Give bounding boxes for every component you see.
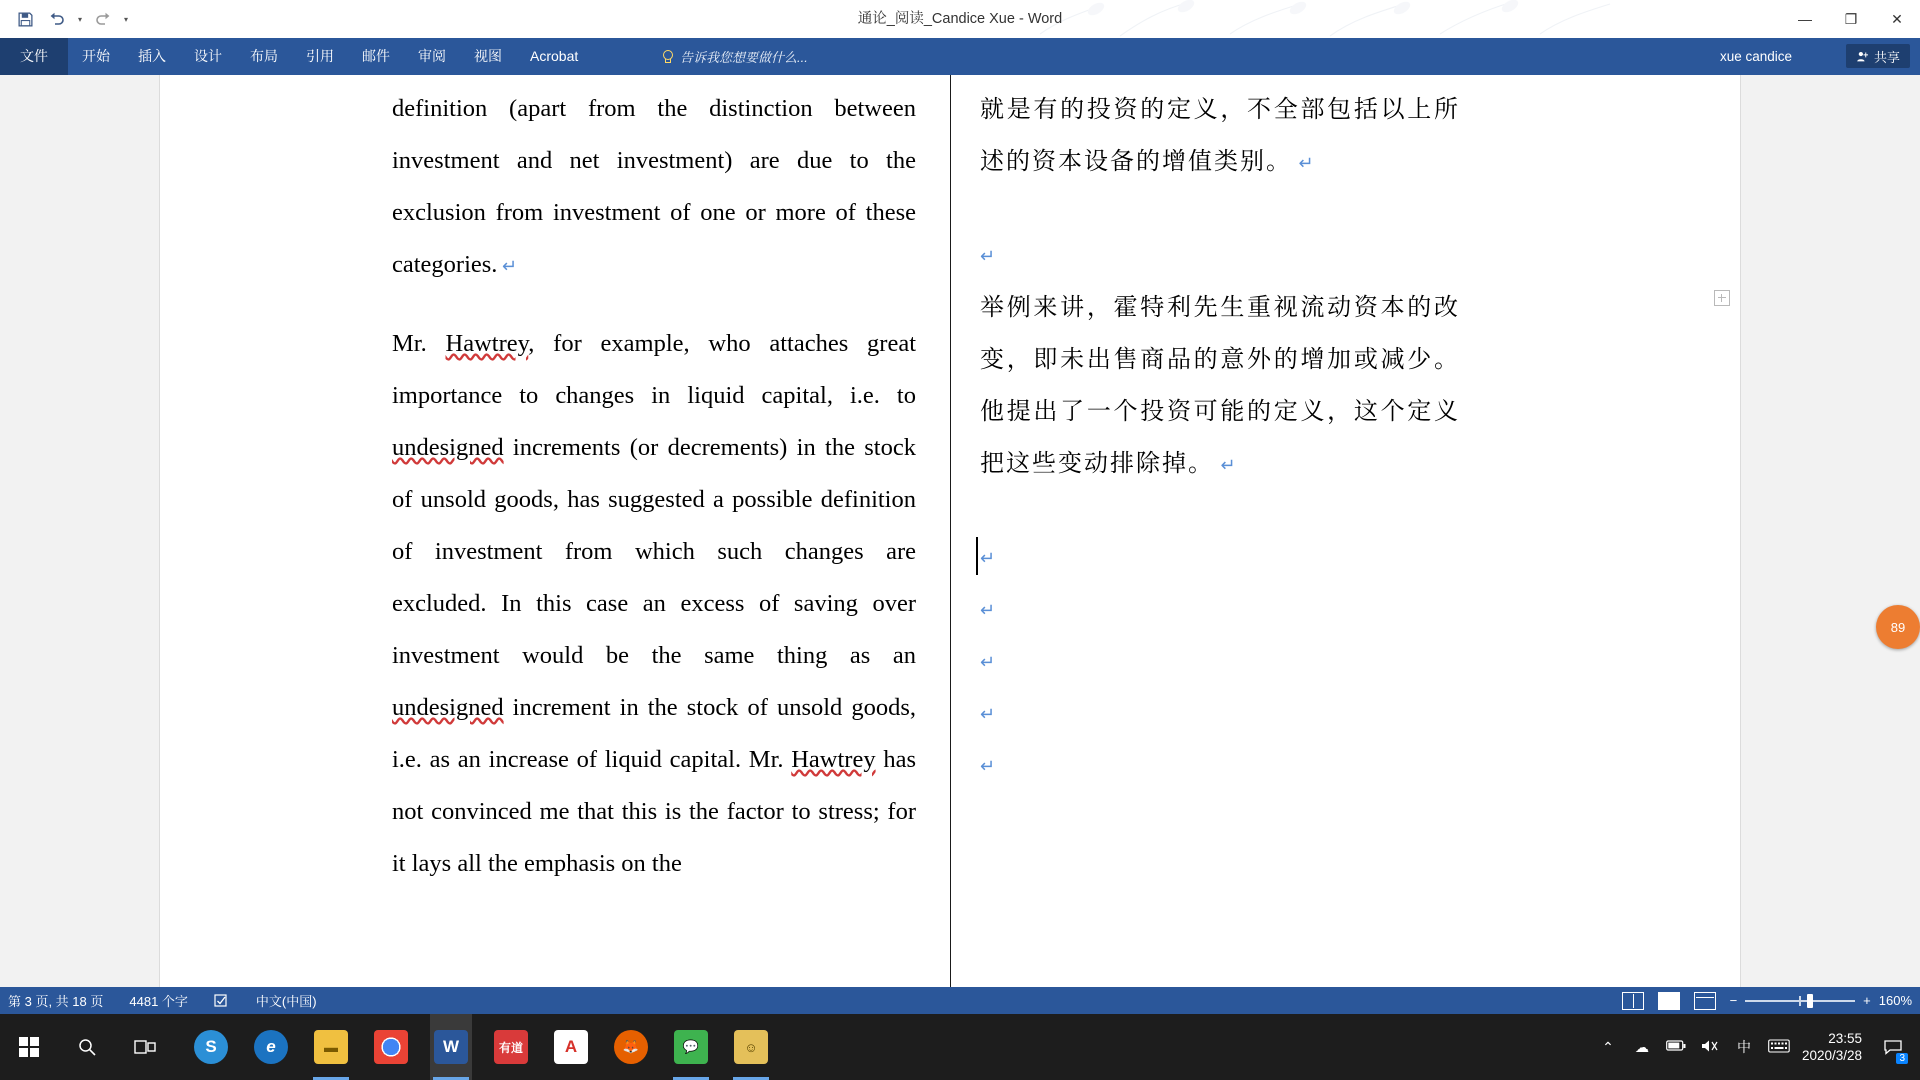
clock[interactable] [1802,1030,1862,1064]
battery-icon[interactable] [1666,1039,1686,1055]
wechat-icon: 💬 [674,1030,708,1064]
tab-view[interactable]: 视图 [474,48,502,64]
page-indicator[interactable]: 第 3 页, 共 18 页 [8,994,104,1009]
app-chrome[interactable] [370,1014,412,1080]
youdao-icon: 有道 [494,1030,528,1064]
file-explorer-icon: ▬ [314,1030,348,1064]
tab-references[interactable]: 引用 [306,48,334,64]
account-name[interactable]: xue candice [1719,49,1792,64]
tab-insert[interactable]: 插入 [138,48,166,64]
chrome-icon [374,1030,408,1064]
app-acrobat[interactable] [550,1014,592,1080]
empty-paragraph-2: ↵ [980,600,996,620]
zoom-control[interactable] [1730,993,1912,1008]
customize-qat-icon[interactable]: ▾ [124,14,129,24]
tab-mailings[interactable]: 邮件 [362,48,390,64]
tab-design[interactable]: 设计 [194,48,222,64]
tell-me-search[interactable] [660,38,808,75]
notification-count: 3 [1896,1053,1908,1064]
close-button[interactable]: ✕ [1891,10,1903,27]
minimize-button[interactable]: — [1798,11,1812,27]
app-word[interactable] [430,1014,472,1080]
left-text-column[interactable] [392,83,952,890]
system-tray [1598,1014,1920,1080]
action-center-icon[interactable] [1876,1014,1910,1080]
zoom-in-button[interactable]: + [1863,993,1871,1008]
empty-paragraph-caret[interactable]: ↵ [980,531,1460,583]
page-position-badge: 89 [1876,605,1920,649]
lightbulb-icon [660,50,674,64]
proofing-icon[interactable] [214,993,230,1008]
paragraph-cn-1: 就是有的投资的定义，不全部包括以上所述的资本设备的增值类别。 ↵ [980,95,1460,175]
edge-icon: e [254,1030,288,1064]
word-icon: W [434,1030,468,1064]
ime-icon[interactable]: 中 [1736,1039,1751,1055]
paragraph-en-1: definition (apart from the distinction between investment and net investment) are due to the exclusion from investment of one or more of these categories. ↵ [392,95,916,278]
read-mode-view-button[interactable] [1622,992,1644,1010]
app-cortana[interactable] [190,1014,232,1080]
tab-file[interactable]: 文件 [0,38,68,75]
right-text-column[interactable] [980,83,1460,791]
expand-collapse-icon[interactable] [1714,290,1730,306]
right-rail [1902,75,1920,1001]
acrobat-icon: A [554,1030,588,1064]
taskbar-apps [190,1014,772,1080]
zoom-out-button[interactable]: − [1729,993,1738,1008]
paragraph-mark-cn-1: ↵ [1292,153,1316,173]
app-edge[interactable] [250,1014,292,1080]
empty-paragraph-1: ↵ [980,246,996,266]
document-canvas[interactable] [0,75,1920,1001]
undo-dropdown-icon[interactable]: ▾ [78,14,83,24]
app-other[interactable] [730,1014,772,1080]
share-button[interactable] [1846,44,1910,68]
text-cursor [976,537,978,575]
zoom-slider-thumb[interactable] [1807,994,1813,1008]
task-view-icon[interactable] [116,1014,174,1080]
tab-acrobat[interactable]: Acrobat [530,48,579,64]
app-firefox[interactable] [610,1014,652,1080]
tell-me-placeholder: 告诉我您想要做什么... [680,50,808,65]
restore-button[interactable]: ❐ [1844,10,1858,27]
keyboard-icon[interactable] [1768,1039,1788,1056]
tab-home[interactable]: 开始 [82,48,110,64]
language-indicator[interactable]: 中文(中国) [255,994,317,1009]
cortana-icon: S [194,1030,228,1064]
paragraph-mark: ↵ [497,256,518,276]
empty-paragraph-5: ↵ [980,756,996,776]
tab-review[interactable]: 审阅 [418,48,446,64]
volume-icon[interactable] [1700,1039,1720,1056]
app-youdao[interactable] [490,1014,532,1080]
tab-layout[interactable]: 布局 [250,48,278,64]
share-label: 共享 [1873,49,1900,65]
window-title: 通论_阅读_Candice Xue - Word [857,11,1063,27]
onedrive-icon[interactable]: ☁ [1634,1038,1649,1055]
paragraph-en-2: Mr. Hawtrey, for example, who attaches great importance to changes in liquid capital, i.e. to undesigned increments (or decrements) in the stock of unsold goods, has suggested a possible definition of investment from which such changes are excluded. In this case an excess of saving over investment would be the same thing as an undesigned increment in the stock of unsold goods, i.e. as an increase of liquid capital. Mr. Hawtrey has not convinced me that this is the factor to stress; for it lays all the emphasis on the [392,330,917,877]
word-count[interactable]: 4481 个字 [129,994,188,1009]
clock-date: 2020/3/28 [1801,1048,1862,1063]
zoom-slider[interactable] [1745,994,1855,1008]
status-bar-left [8,987,317,1014]
empty-paragraph-3: ↵ [980,652,996,672]
title-bar [0,0,1920,39]
ribbon-tabs [0,38,592,75]
empty-paragraph-4: ↵ [980,704,996,724]
status-bar [0,987,1920,1014]
start-button[interactable] [0,1014,58,1080]
taskbar-left [0,1014,772,1080]
ribbon-tab-strip [0,38,1920,75]
other-app-icon: ☺ [734,1030,768,1064]
show-hidden-icons[interactable]: ⌃ [1602,1038,1614,1055]
status-bar-right [1622,987,1912,1014]
app-wechat[interactable] [670,1014,712,1080]
share-person-icon [1856,50,1869,63]
app-file-explorer[interactable] [310,1014,352,1080]
firefox-icon: 🦊 [614,1030,648,1064]
windows-taskbar [0,1014,1920,1080]
clock-time: 23:55 [1828,1031,1862,1046]
web-layout-view-button[interactable] [1694,992,1716,1010]
paragraph-cn-2: 举例来讲，霍特利先生重视流动资本的改变，即未出售商品的意外的增加或减少。他提出了一个投资可能的定义，这个定义把这些变动排除掉。 ↵ [980,293,1460,477]
zoom-level-label[interactable]: 160% [1878,993,1912,1008]
window-controls [1782,0,1920,38]
paragraph-mark-cn-2: ↵ [1214,455,1238,475]
document-page[interactable] [160,75,1740,1001]
zoom-slider-midpoint [1799,996,1801,1006]
search-icon[interactable] [58,1014,116,1080]
print-layout-view-button[interactable] [1658,992,1680,1010]
